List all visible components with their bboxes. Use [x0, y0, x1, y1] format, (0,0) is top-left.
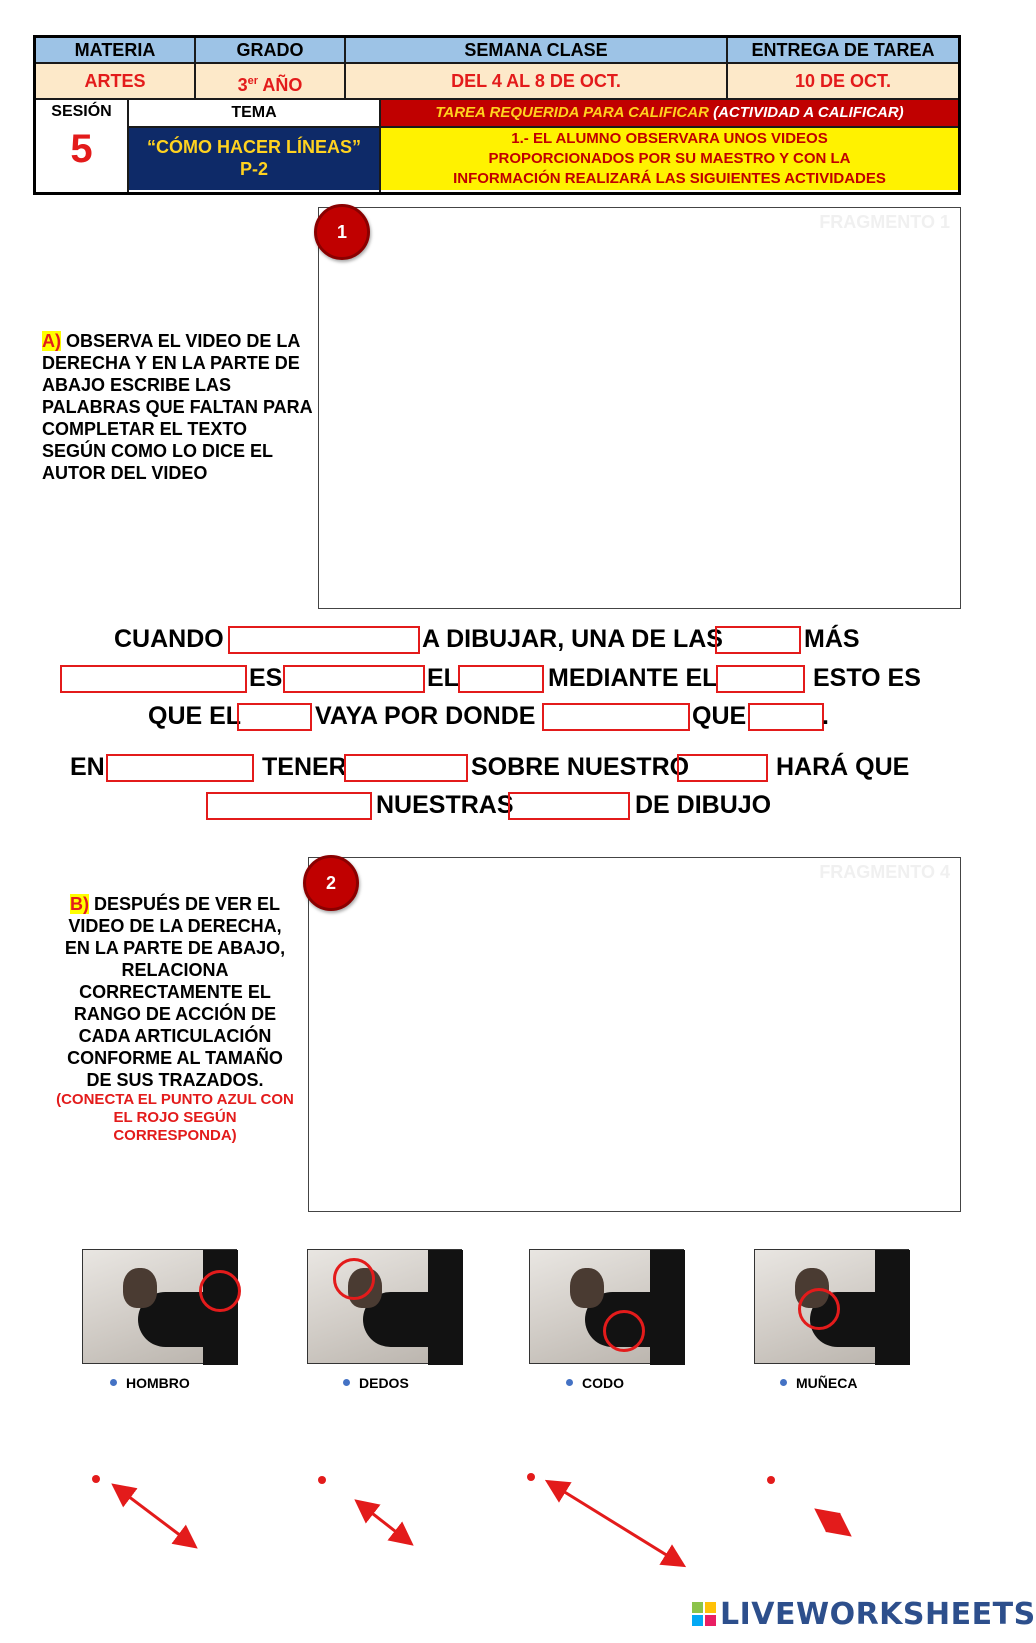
liveworksheets-logo — [692, 1597, 1036, 1631]
activity-line: PROPORCIONADOS POR SU MAESTRO Y CON LA — [488, 150, 851, 167]
text-mediante-el: MEDIANTE EL — [548, 664, 718, 692]
joint-photo-hombro — [82, 1249, 237, 1364]
blue-dot[interactable] — [343, 1379, 350, 1386]
number-badge-1: 1 — [314, 204, 370, 260]
answer-blank-1[interactable] — [228, 626, 420, 654]
activity-description — [381, 128, 958, 190]
text-esto-es: ESTO ES — [813, 664, 921, 692]
text-hara-que: HARÁ QUE — [776, 753, 910, 781]
answer-blank-11[interactable] — [344, 754, 468, 782]
label-dedos[interactable] — [343, 1375, 409, 1391]
materia-value: ARTES — [36, 64, 196, 100]
tarea-suffix: (ACTIVIDAD A CALIFICAR) — [713, 104, 904, 121]
semana-label: SEMANA CLASE — [346, 38, 728, 64]
activity-line: INFORMACIÓN REALIZARÁ LAS SIGUIENTES ACTIVIDADES — [453, 170, 886, 187]
instruction-a-text: OBSERVA EL VIDEO DE LA DERECHA Y EN LA PARTE DE ABAJO ESCRIBE LAS PALABRAS QUE FALTAN PARA COMPLETAR EL TEXTO SEGÚN COMO LO DICE EL AUTOR DEL VIDEO — [42, 331, 312, 483]
label-hombro[interactable] — [110, 1375, 190, 1391]
text-de-dibujo: DE DIBUJO — [635, 791, 772, 819]
number-badge-2: 2 — [303, 855, 359, 911]
joint-photo-codo — [529, 1249, 684, 1364]
grado-number: 3 — [237, 75, 248, 95]
video-frame-1[interactable] — [318, 207, 961, 609]
tarea-prefix: TAREA REQUERIDA PARA CALIFICAR — [435, 104, 714, 121]
instruction-b — [55, 893, 295, 1145]
label-codo[interactable] — [566, 1375, 624, 1391]
answer-blank-6[interactable] — [716, 665, 805, 693]
brand-name: LIVEWORKSHEETS — [720, 1596, 1036, 1632]
sesion-number: 5 — [70, 127, 93, 171]
text-mas: MÁS — [804, 625, 860, 653]
answer-blank-2[interactable] — [715, 626, 801, 654]
entrega-label: ENTREGA DE TAREA — [728, 38, 958, 64]
tema-title-line1: “CÓMO HACER LÍNEAS” — [146, 137, 361, 157]
text-sobre-nuestro: SOBRE NUESTRO — [471, 753, 690, 781]
grado-suffix: er — [247, 75, 259, 87]
instruction-b-note: (CONECTA EL PUNTO AZUL CON EL ROJO SEGÚN CORRESPONDA) — [56, 1091, 294, 1144]
highlight-circle — [603, 1310, 645, 1352]
text-cuando: CUANDO — [114, 625, 224, 653]
joint-name: DEDOS — [359, 1375, 409, 1391]
text-el: EL — [427, 664, 459, 692]
answer-blank-13[interactable] — [206, 792, 372, 820]
activity-line: 1.- EL ALUMNO OBSERVARA UNOS VIDEOS — [511, 130, 828, 147]
sesion-cell — [36, 100, 129, 192]
answer-blank-3[interactable] — [60, 665, 247, 693]
joint-name: MUÑECA — [796, 1375, 858, 1391]
range-arrow-hombro — [116, 1487, 193, 1545]
highlight-circle — [199, 1270, 241, 1312]
instruction-a — [42, 330, 312, 484]
range-arrows — [0, 1460, 1000, 1570]
sesion-label: SESIÓN — [51, 103, 112, 120]
answer-blank-10[interactable] — [106, 754, 254, 782]
materia-label: MATERIA — [36, 38, 196, 64]
grado-label: GRADO — [196, 38, 346, 64]
tarea-cell — [381, 100, 958, 192]
tema-label: TEMA — [129, 100, 379, 128]
fragment-label-2: FRAGMENTO 4 — [819, 862, 950, 882]
answer-blank-4[interactable] — [283, 665, 425, 693]
tema-cell — [129, 100, 381, 192]
text-que: QUE — [692, 702, 747, 730]
tarea-label — [381, 100, 958, 128]
answer-blank-9[interactable] — [748, 703, 824, 731]
marker-a: A) — [42, 331, 61, 351]
answer-blank-12[interactable] — [677, 754, 768, 782]
grado-year: AÑO — [258, 75, 303, 95]
joint-photo-muneca — [754, 1249, 909, 1364]
video-frame-2[interactable] — [308, 857, 961, 1212]
highlight-circle — [798, 1288, 840, 1330]
grado-value — [196, 64, 346, 100]
fragment-label-1: FRAGMENTO 1 — [819, 212, 950, 232]
marker-b: B) — [69, 894, 89, 914]
entrega-value: 10 DE OCT. — [728, 64, 958, 100]
header-table — [33, 35, 961, 195]
blue-dot[interactable] — [780, 1379, 787, 1386]
text-period: . — [822, 702, 829, 730]
text-es: ES — [249, 664, 283, 692]
joint-photo-dedos — [307, 1249, 462, 1364]
text-a-dibujar: A DIBUJAR, UNA DE LAS — [422, 625, 723, 653]
range-arrow-codo — [550, 1483, 681, 1564]
answer-blank-14[interactable] — [508, 792, 630, 820]
range-arrow-muneca — [819, 1512, 847, 1533]
tema-title — [129, 128, 379, 190]
joint-name: CODO — [582, 1375, 624, 1391]
label-muneca[interactable] — [780, 1375, 857, 1391]
joint-name: HOMBRO — [126, 1375, 190, 1391]
logo-icon — [692, 1602, 716, 1626]
answer-blank-7[interactable] — [237, 703, 312, 731]
answer-blank-8[interactable] — [542, 703, 690, 731]
instruction-b-text: DESPUÉS DE VER EL VIDEO DE LA DERECHA, EN LA PARTE DE ABAJO, RELACIONA CORRECTAMENTE EL RANGO DE ACCIÓN DE CADA ARTICULACIÓN CONFORME AL TAMAÑO DE SUS TRAZADOS. — [64, 894, 286, 1090]
blue-dot[interactable] — [566, 1379, 573, 1386]
highlight-circle — [333, 1258, 375, 1300]
range-arrow-dedos — [359, 1503, 409, 1542]
tema-title-line2: P-2 — [239, 159, 268, 179]
blue-dot[interactable] — [110, 1379, 117, 1386]
answer-blank-5[interactable] — [458, 665, 544, 693]
text-tener: TENER — [262, 753, 347, 781]
text-vaya-por-donde: VAYA POR DONDE — [315, 702, 536, 730]
text-que-el: QUE EL — [148, 702, 242, 730]
semana-value: DEL 4 AL 8 DE OCT. — [346, 64, 728, 100]
text-nuestras: NUESTRAS — [376, 791, 514, 819]
text-en: EN — [70, 753, 105, 781]
